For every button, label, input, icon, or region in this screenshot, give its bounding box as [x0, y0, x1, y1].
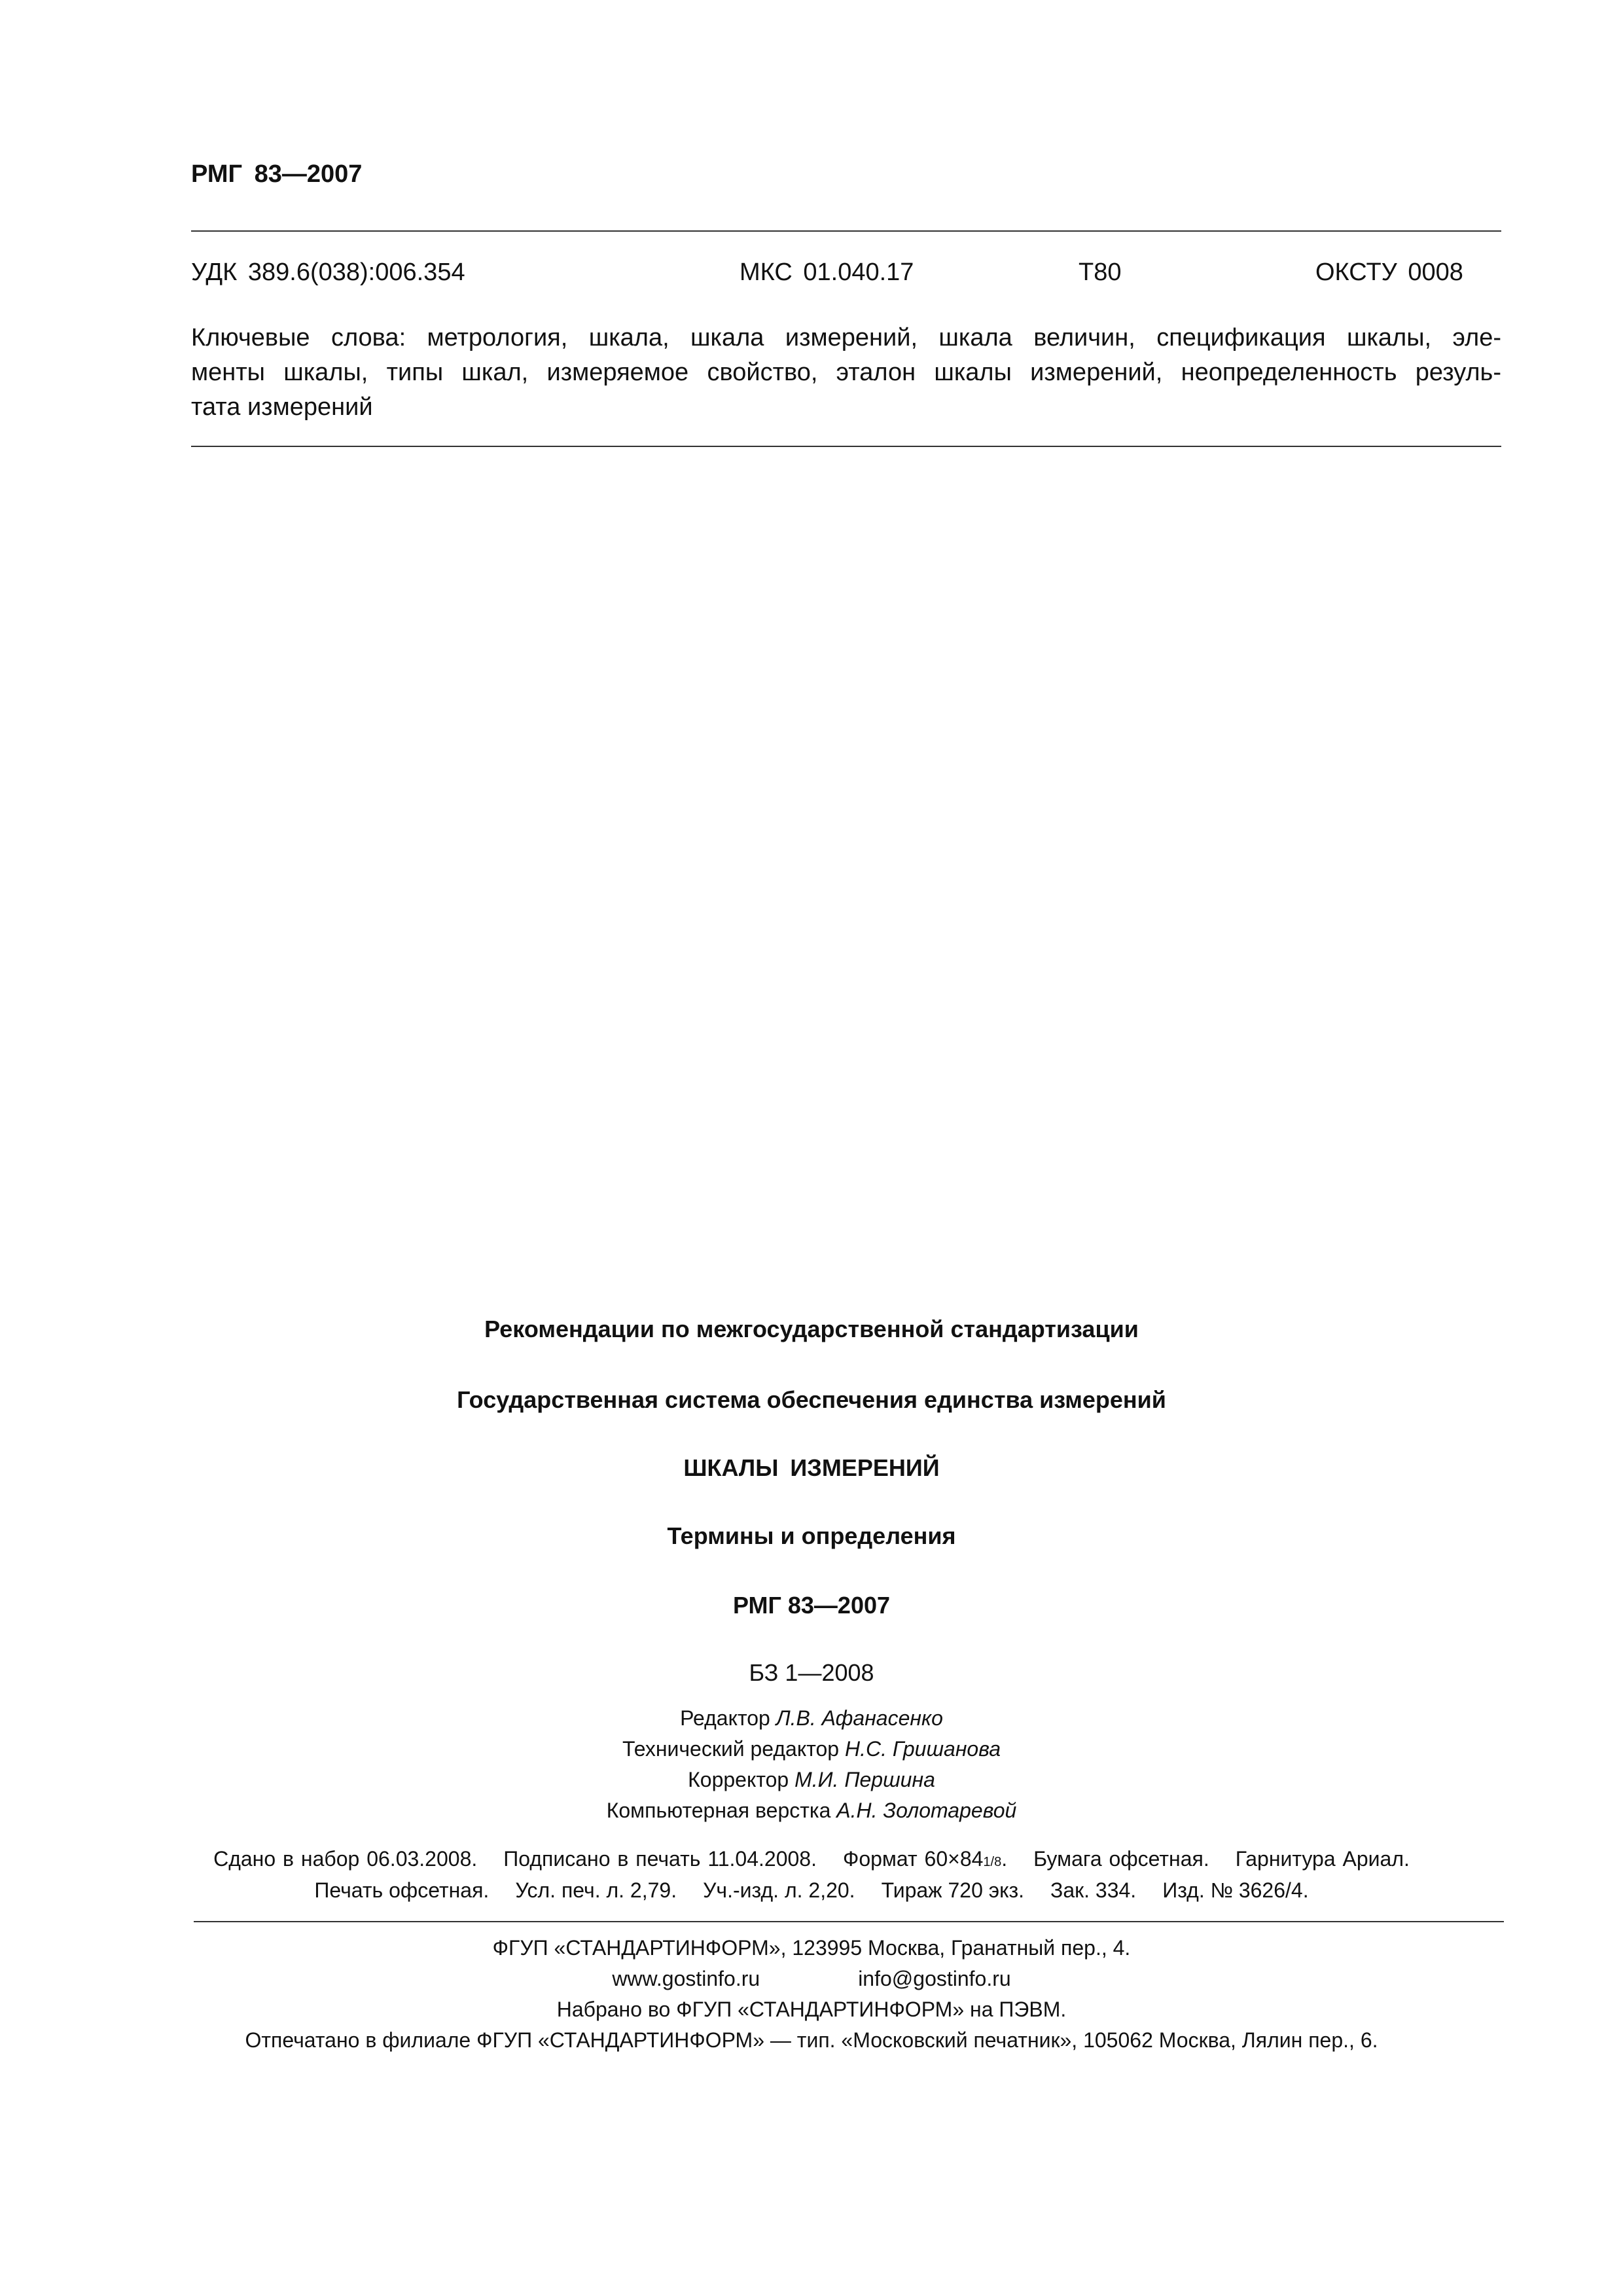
order-number: Зак. 334.: [1050, 1878, 1137, 1902]
publisher-address: ФГУП «СТАНДАРТИНФОРМ», 123995 Москва, Гранатный пер., 4.: [492, 1936, 1131, 1960]
paper-type: Бумага офсетная.: [1033, 1847, 1209, 1871]
credit-label: Редактор: [680, 1706, 770, 1730]
typeset-note: Набрано во ФГУП «СТАНДАРТИНФОРМ» на ПЭВМ.: [556, 1998, 1067, 2021]
publisher-email[interactable]: info@gostinfo.ru: [858, 1967, 1011, 1990]
udk-code: УДК 389.6(038):006.354: [191, 259, 465, 286]
credit-label: Компьютерная верстка: [606, 1799, 831, 1822]
top-divider: [191, 230, 1501, 232]
print-info-line: Сдано в набор 06.03.2008. Подписано в печать 11.04.2008. Формат 60×841/8. Бумага офсетная. Гарнитура Ариал.: [213, 1847, 1410, 1871]
signed-date: Подписано в печать 11.04.2008.: [503, 1847, 817, 1871]
typeface: Гарнитура Ариал.: [1235, 1847, 1410, 1871]
t-code: Т80: [1079, 259, 1122, 286]
mks-code: МКС 01.040.17: [740, 259, 914, 286]
imprint-divider: [194, 1921, 1504, 1922]
credit-name: Н.С. Гришанова: [844, 1737, 1001, 1761]
credit-editor: [0, 1706, 1623, 1731]
publisher-contacts: [0, 1967, 1623, 1991]
credit-label: Корректор: [688, 1768, 789, 1791]
print-run: Тираж 720 экз.: [881, 1878, 1024, 1902]
format-label: Формат 60×84: [842, 1847, 984, 1871]
credit-name: М.И. Першина: [794, 1768, 935, 1791]
issue-number: Изд. № 3626/4.: [1162, 1878, 1309, 1902]
print-sheets: Усл. печ. л. 2,79.: [515, 1878, 677, 1902]
credit-label: Технический редактор: [622, 1737, 840, 1761]
keywords-line: Ключевые слова: метрология, шкала, шкала измерений, шкала величин, спецификация шкалы, эле-: [191, 324, 1501, 351]
credit-corrector: [0, 1768, 1623, 1792]
submitted-date: Сдано в набор 06.03.2008.: [213, 1847, 478, 1871]
print-info-line: [0, 1878, 1623, 1903]
system-title: Государственная система обеспечения единства измерений: [457, 1386, 1166, 1413]
document-title: ШКАЛЫ ИЗМЕРЕНИЙ: [683, 1454, 940, 1481]
format-fraction: 1/8: [983, 1855, 1002, 1869]
recommendation-title: Рекомендации по межгосударственной стандартизации: [484, 1316, 1139, 1342]
printing-method: Печать офсетная.: [314, 1878, 490, 1902]
publisher-website[interactable]: www.gostinfo.ru: [612, 1967, 760, 1990]
credit-layout: [0, 1799, 1623, 1823]
keywords-paragraph: [191, 321, 1501, 425]
printed-note: Отпечатано в филиале ФГУП «СТАНДАРТИНФОРМ» — тип. «Московский печатник», 105062 Москва, Лялин пер., 6.: [245, 2028, 1378, 2052]
document-subtitle: Термины и определения: [667, 1522, 956, 1549]
credit-name: Л.В. Афанасенко: [776, 1706, 943, 1730]
edit-sheets: Уч.-изд. л. 2,20.: [703, 1878, 855, 1902]
document-code: РМГ 83—2007: [732, 1592, 891, 1619]
keywords-divider: [191, 446, 1501, 447]
document-code-header: РМГ 83—2007: [191, 160, 363, 188]
keywords-line: тата измерений: [191, 393, 373, 421]
credit-name: А.Н. Золотаревой: [836, 1799, 1017, 1822]
okstu-code: ОКСТУ 0008: [1315, 259, 1463, 286]
credit-tech-editor: [0, 1737, 1623, 1761]
keywords-line: менты шкалы, типы шкал, измеряемое свойство, эталон шкалы измерений, неопределенность резуль-: [191, 359, 1501, 386]
bz-number: БЗ 1—2008: [749, 1659, 874, 1686]
